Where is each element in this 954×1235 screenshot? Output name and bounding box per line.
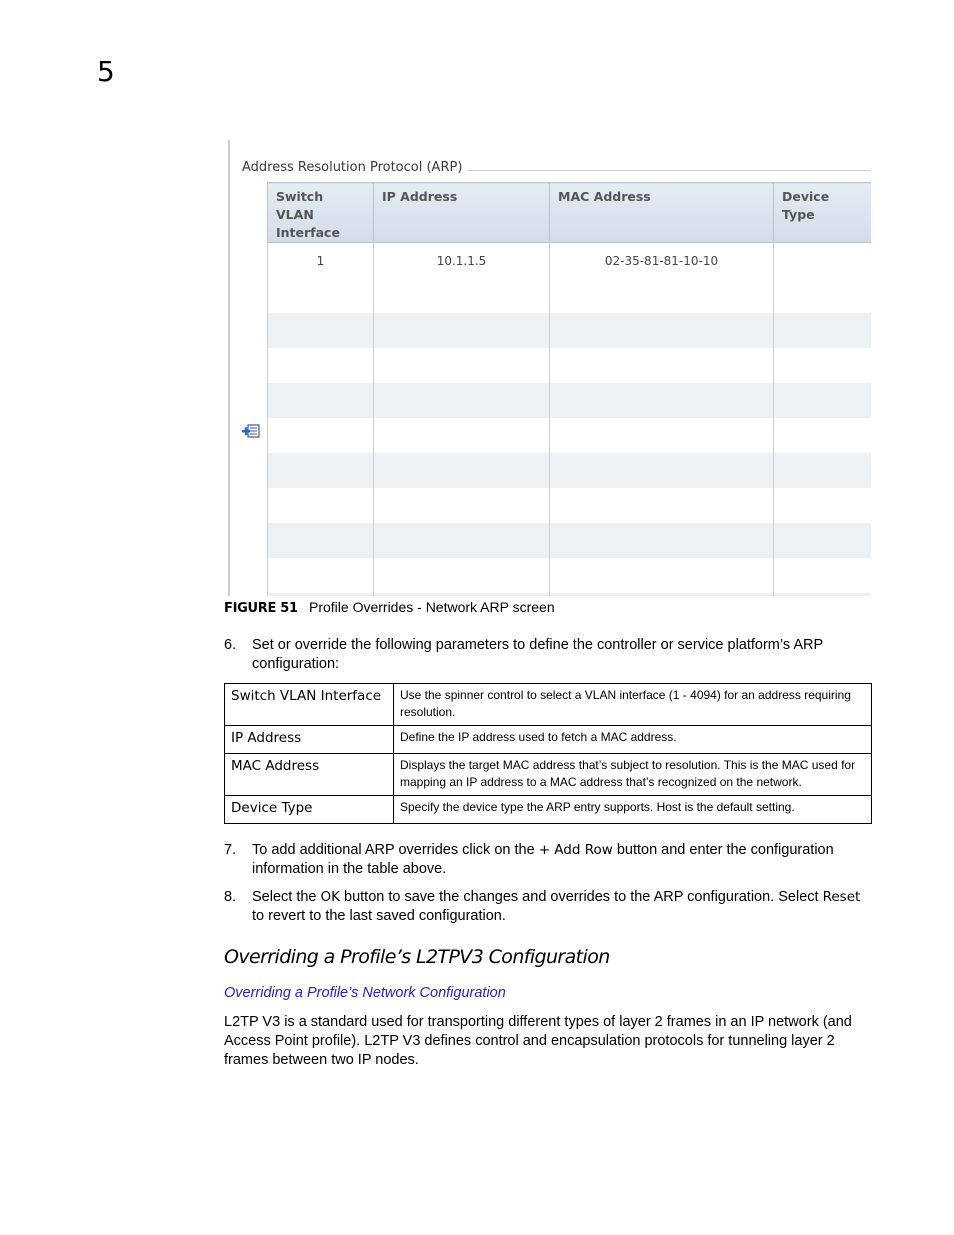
cell [774,488,872,523]
table-row [268,313,872,348]
cell [550,278,774,313]
param-name: Device Type [225,796,394,824]
column-header-ip-address[interactable]: IP Address [374,183,550,243]
table-row [268,488,872,523]
cell [268,558,374,593]
cell [550,453,774,488]
table-row [268,453,872,488]
panel-left-border [228,140,230,596]
table-row [268,348,872,383]
step-7 [224,841,869,879]
step-text-post: button and enter the configuration information in the table above. [252,842,834,877]
cell [550,418,774,453]
cell [774,593,872,596]
step-number: 8. [224,889,237,905]
cell [774,523,872,558]
cell [550,348,774,383]
section-heading: Overriding a Profile’s L2TPV3 Configuration [224,946,610,968]
body-paragraph: L2TP V3 is a standard used for transporting different types of layer 2 frames in an IP network (and Access Point profile). L2TP V3 defines control and encapsulation protocols for tunneling layer 2 frames between two IP nodes. [224,1014,852,1068]
chapter-number: 5 [97,55,115,88]
table-row [268,558,872,593]
param-name: IP Address [225,726,394,754]
cell [774,348,872,383]
param-description: Define the IP address used to fetch a MAC address. [394,726,872,754]
step-8 [224,888,869,926]
figure-label: FIGURE 51 [224,601,298,616]
table-row [268,418,872,453]
step-text-mid: button to save the changes and overrides to the ARP configuration. Select [340,889,823,905]
table-row [225,796,872,824]
cell [374,558,550,593]
column-header-mac-address[interactable]: MAC Address [550,183,774,243]
cell [374,523,550,558]
cell-mac-address[interactable]: 02-35-81-81-10-10 [550,243,774,279]
table-row [268,278,872,313]
cell [374,593,550,596]
table-row [268,523,872,558]
column-header-switch-vlan[interactable]: Switch VLAN Interface [268,183,374,243]
cell [268,278,374,313]
figure-caption-text: Profile Overrides - Network ARP screen [309,599,555,615]
cell [550,523,774,558]
cell [550,313,774,348]
cell [374,418,550,453]
step-text [252,841,869,879]
table-row [225,726,872,754]
cell [374,313,550,348]
param-description: Displays the target MAC address that’s subject to resolution. This is the MAC used for mapping an IP address to a MAC address that’s recognized on the network. [394,754,872,796]
arp-table-header [268,183,872,243]
cell [550,488,774,523]
add-row-term: + Add Row [538,842,613,858]
table-row [225,684,872,726]
reset-term: Reset [822,889,861,905]
arp-group-title: Address Resolution Protocol (ARP) [242,160,468,175]
table-row [268,383,872,418]
step-text-pre: To add additional ARP overrides click on the [252,842,539,858]
cell [268,348,374,383]
table-row[interactable] [268,243,872,279]
step-text [252,888,869,926]
param-name: MAC Address [225,754,394,796]
network-configuration-link[interactable]: Overriding a Profile’s Network Configuration [224,985,506,1001]
param-name: Switch VLAN Interface [225,684,394,726]
cell [550,383,774,418]
cell [774,278,872,313]
table-row [268,593,872,596]
param-description: Specify the device type the ARP entry supports. Host is the default setting. [394,796,872,824]
cell [374,383,550,418]
cell [774,383,872,418]
cell [550,593,774,596]
step-text: Set or override the following parameters to define the controller or service platform’s ARP configuration: [252,637,823,672]
arp-screenshot [228,140,871,596]
cell [268,383,374,418]
cell [774,558,872,593]
cell [268,313,374,348]
cell-ip-address[interactable]: 10.1.1.5 [374,243,550,279]
column-header-device-type[interactable]: Device Type [774,183,872,243]
step-number: 6. [224,637,237,653]
arp-table [267,182,871,596]
cell [268,453,374,488]
step-6 [224,636,869,674]
add-row-icon[interactable] [241,423,261,441]
ok-term: OK [320,889,340,905]
cell [374,488,550,523]
cell-device-type[interactable] [774,243,872,279]
cell [268,488,374,523]
cell [374,453,550,488]
cell-switch-vlan[interactable]: 1 [268,243,374,279]
cell [268,593,374,596]
cell [374,348,550,383]
step-text-pre: Select the [252,889,321,905]
parameter-table [224,683,872,824]
cell [374,278,550,313]
cell [774,453,872,488]
table-row [225,754,872,796]
cell [774,418,872,453]
step-text-post: to revert to the last saved configuration. [252,908,506,924]
cell [268,523,374,558]
figure-caption [224,599,555,616]
cell [550,558,774,593]
step-number: 7. [224,842,237,858]
cell [268,418,374,453]
cell [774,313,872,348]
param-description: Use the spinner control to select a VLAN interface (1 - 4094) for an address requiring resolution. [394,684,872,726]
